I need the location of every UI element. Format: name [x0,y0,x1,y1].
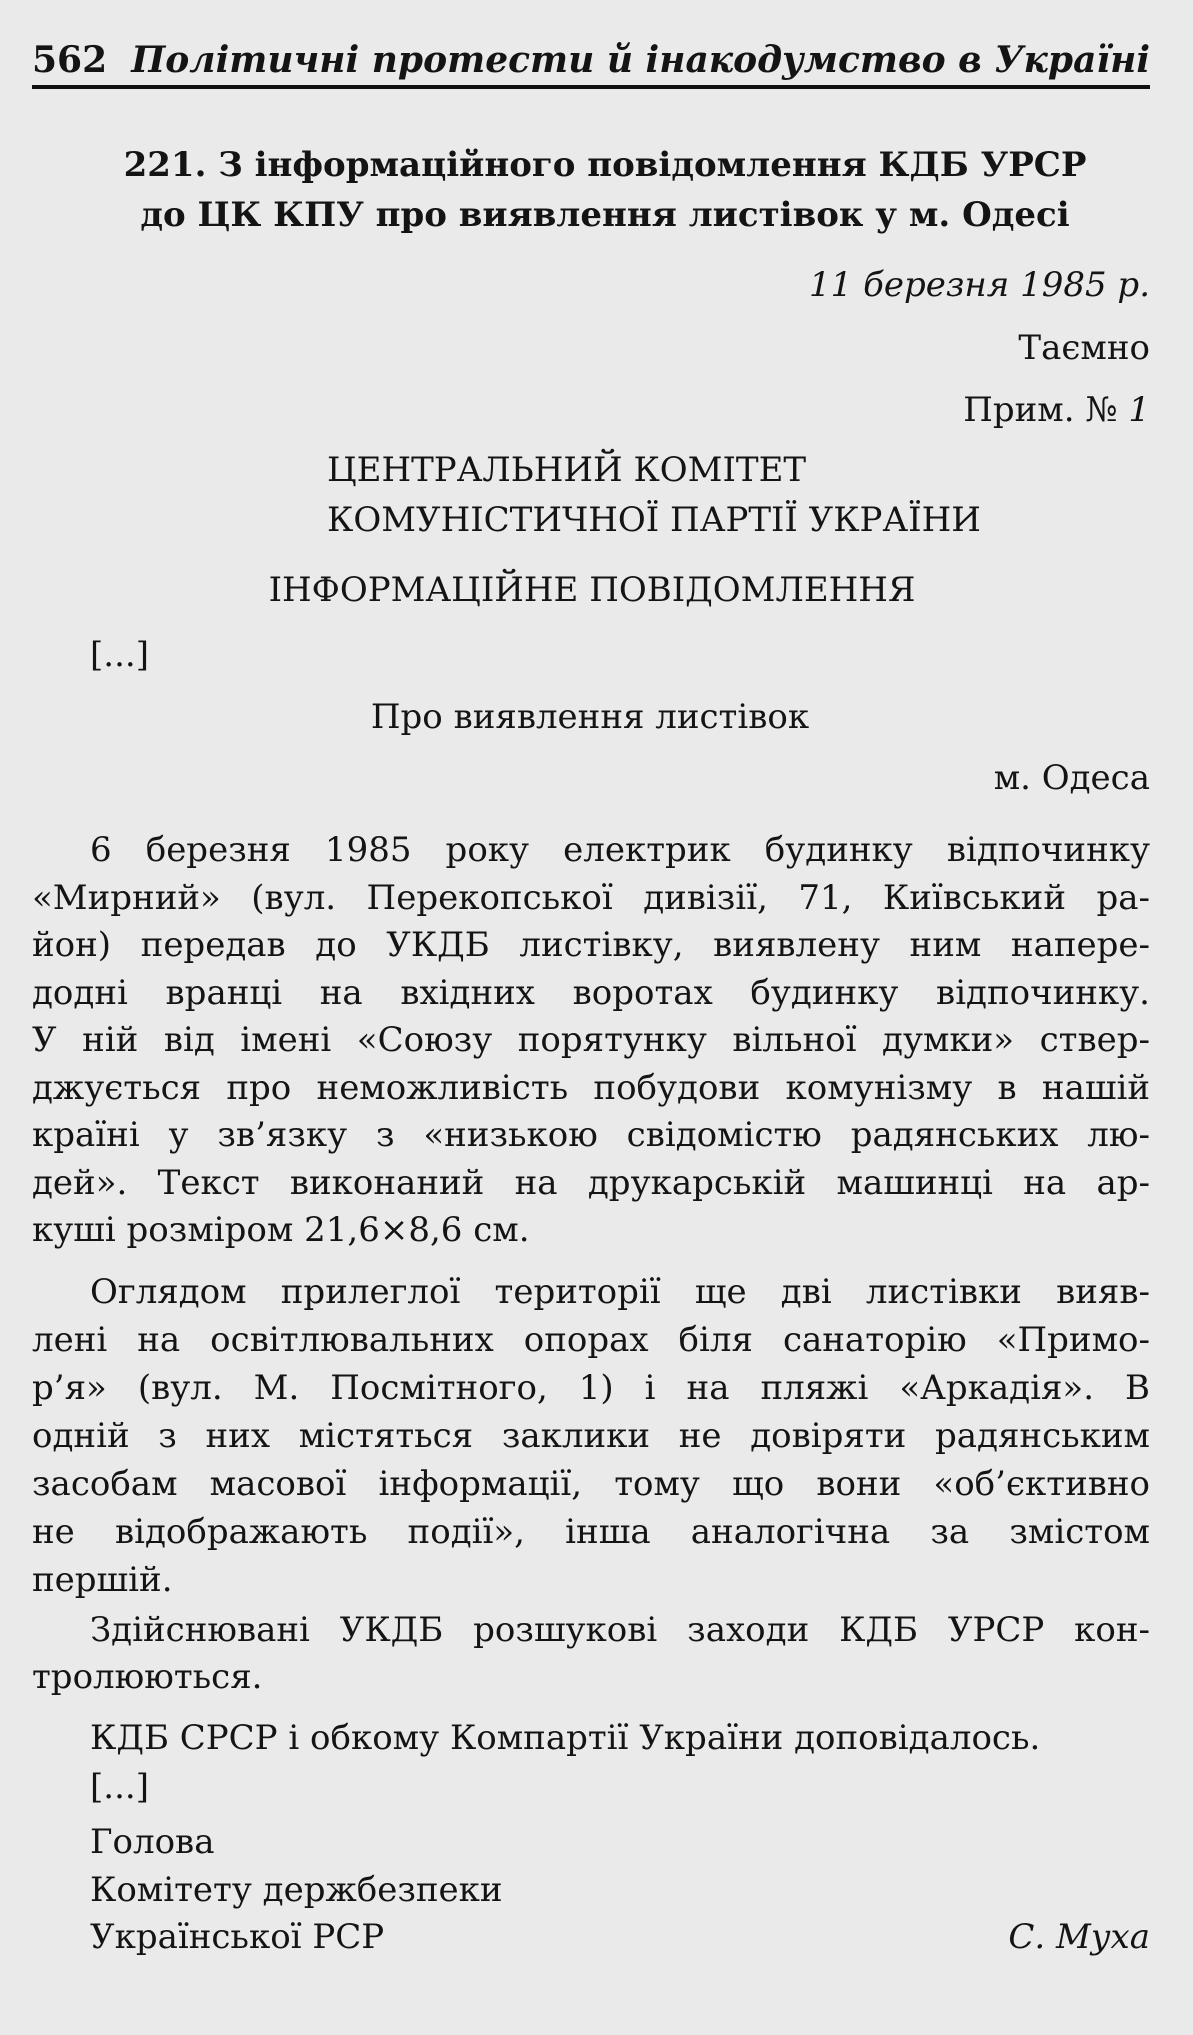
body-line: джується про неможливість побудови комунізму в нашій [32,1067,1150,1108]
running-header [32,36,1150,84]
body-line: У ній від імені «Союзу порятунку вільної думки» ствер- [32,1020,1150,1060]
copy-number-value: 1 [1128,390,1150,430]
body-line: йон) передав до УКДБ листівку, виявлену ним напере- [32,925,1150,965]
body-line: Оглядом прилеглої території ще дві листівки вияв- [90,1272,1150,1312]
body-line: не відображають події», інша аналогічна за змістом [32,1512,1150,1552]
copy-number [600,386,1150,434]
running-title: Політичні протести й інакодумство в Україні [131,39,1150,81]
signer-name: С. Муха [1008,1917,1150,1957]
omission-mark-2: [...] [90,1767,149,1807]
classification: Таємно [1018,328,1150,368]
closing-line: КДБ СРСР і обкому Компартії України доповідалось. [90,1718,1041,1758]
signature-title-line-3: Української РСР [90,1917,385,1957]
document-place: м. Одеса [993,758,1150,798]
body-line: одній з них містяться заклики не довіряти радянським [32,1416,1150,1456]
body-line: тролюються. [32,1657,263,1697]
document-subject: Про виявлення листівок [370,697,810,737]
body-line: дей». Текст виконаний на друкарській машинці на ар- [32,1162,1150,1203]
document-date: 11 березня 1985 р. [809,265,1150,305]
document-title-line-1: 221. З інформаційного повідомлення КДБ УРСР [123,145,1087,185]
body-line: засобам масової інформації, тому що вони «об’єктивно [32,1464,1150,1504]
header-rule [32,85,1150,89]
signature-title-line-1: Голова [90,1822,215,1862]
document-type: ІНФОРМАЦІЙНЕ ПОВІДОМЛЕННЯ [268,570,916,610]
addressee-line-1: ЦЕНТРАЛЬНИЙ КОМІТЕТ [327,450,807,490]
body-line: р’я» (вул. М. Посмітного, 1) і на пляжі «Аркадія». В [32,1368,1150,1408]
body-line: куші розміром 21,6×8,6 см. [32,1210,530,1250]
body-line: країні у зв’язку з «низькою свідомістю радянських лю- [32,1115,1150,1155]
omission-mark: [...] [90,635,149,675]
copy-label: Прим. № [963,390,1118,430]
body-line: додні вранці на вхідних воротах будинку відпочинку. [32,972,1150,1013]
body-line: 6 березня 1985 року електрик будинку відпочинку [90,830,1150,870]
body-line: Здійснювані УКДБ розшукові заходи КДБ УРСР кон- [90,1610,1150,1650]
document-title-line-2: до ЦК КПУ про виявлення листівок у м. Одесі [140,195,1070,235]
page-number: 562 [32,39,108,81]
body-line: першій. [32,1560,173,1600]
body-line: лені на освітлювальних опорах біля санаторію «Примо- [32,1320,1150,1360]
body-line: «Мирний» (вул. Перекопської дивізії, 71, Київський ра- [32,877,1150,918]
addressee-line-2: КОМУНІСТИЧНОЇ ПАРТІЇ УКРАЇНИ [327,500,981,540]
signature-title-line-2: Комітету держбезпеки [90,1870,503,1910]
